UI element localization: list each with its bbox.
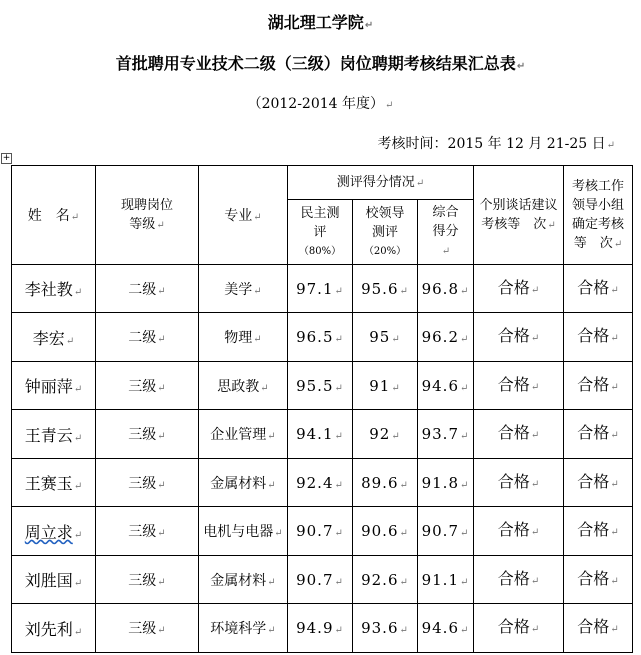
cell-committee: 合格↵: [564, 265, 633, 313]
cell-name: 李社教↵: [12, 265, 96, 313]
cell-democratic: 94.1↵: [288, 410, 353, 458]
cell-interview: 合格↵: [474, 555, 564, 603]
cell-name: 李宏↵: [12, 313, 96, 361]
cell-interview: 合格↵: [474, 458, 564, 506]
cell-grade: 二级↵: [96, 313, 199, 361]
exam-time: 考核时间：2015 年 12 月 21-25 日↵: [377, 136, 615, 152]
cell-committee: 合格↵: [564, 361, 633, 409]
cell-committee: 合格↵: [564, 604, 633, 653]
cell-interview: 合格↵: [474, 410, 564, 458]
cell-name: 刘先利↵: [12, 604, 96, 653]
cell-leader: 91↵: [353, 361, 418, 409]
cell-committee: 合格↵: [564, 507, 633, 555]
header-name: 姓 名↵: [12, 166, 96, 265]
header-grade: 现聘岗位等级↵: [96, 166, 199, 265]
cell-total: 96.2↵: [418, 313, 474, 361]
cell-democratic: 90.7↵: [288, 555, 353, 603]
document-title: 首批聘用专业技术二级（三级）岗位聘期考核结果汇总表↵: [115, 54, 526, 73]
table-row: [12, 555, 633, 603]
cell-leader: 93.6↵: [353, 604, 418, 653]
cell-committee: 合格↵: [564, 555, 633, 603]
cell-major: 思政教↵: [199, 361, 288, 409]
table-row: [12, 507, 633, 555]
cell-total: 94.6↵: [418, 604, 474, 653]
header-score-group: 测评得分情况↵: [288, 166, 474, 200]
cell-name: 钟丽萍↵: [12, 361, 96, 409]
cell-interview: 合格↵: [474, 604, 564, 653]
cell-interview: 合格↵: [474, 507, 564, 555]
cell-leader: 95↵: [353, 313, 418, 361]
table-row: [12, 313, 633, 361]
cell-name: 王青云↵: [12, 410, 96, 458]
cell-democratic: 97.1↵: [288, 265, 353, 313]
cell-leader: 92↵: [353, 410, 418, 458]
table-row: [12, 265, 633, 313]
cell-grade: 三级↵: [96, 555, 199, 603]
table-row: [12, 604, 633, 653]
header-democratic: 民主测评 （80%）: [288, 200, 353, 265]
cell-major: 企业管理↵: [199, 410, 288, 458]
cell-interview: 合格↵: [474, 361, 564, 409]
cell-grade: 三级↵: [96, 361, 199, 409]
institution-title: 湖北理工学院↵: [267, 13, 374, 32]
table-row: [12, 410, 633, 458]
cell-total: 96.8↵: [418, 265, 474, 313]
cell-leader: 89.6↵: [353, 458, 418, 506]
table-move-handle-icon[interactable]: +: [2, 153, 11, 163]
results-table: [11, 165, 633, 653]
table-row: [12, 361, 633, 409]
cell-democratic: 94.9↵: [288, 604, 353, 653]
header-interview: 个别谈话建议考核等 次↵: [474, 166, 564, 265]
cell-interview: 合格↵: [474, 265, 564, 313]
cell-name: 刘胜国↵: [12, 555, 96, 603]
header-major: 专业↵: [199, 166, 288, 265]
cell-grade: 三级↵: [96, 410, 199, 458]
cell-major: 金属材料↵: [199, 458, 288, 506]
cell-total: 90.7↵: [418, 507, 474, 555]
header-total: 综合得分↵: [418, 200, 474, 265]
cell-interview: 合格↵: [474, 313, 564, 361]
cell-total: 93.7↵: [418, 410, 474, 458]
cell-committee: 合格↵: [564, 313, 633, 361]
cell-democratic: 95.5↵: [288, 361, 353, 409]
cell-grade: 三级↵: [96, 507, 199, 555]
cell-committee: 合格↵: [564, 458, 633, 506]
cell-committee: 合格↵: [564, 410, 633, 458]
cell-grade: 三级↵: [96, 604, 199, 653]
period-subtitle: （2012-2014 年度）↵: [247, 96, 394, 112]
cell-grade: 三级↵: [96, 458, 199, 506]
cell-name: 周立求↵: [12, 507, 96, 555]
cell-total: 94.6↵: [418, 361, 474, 409]
cell-democratic: 92.4↵: [288, 458, 353, 506]
table-row: [12, 458, 633, 506]
cell-leader: 92.6↵: [353, 555, 418, 603]
cell-major: 美学↵: [199, 265, 288, 313]
cell-leader: 95.6↵: [353, 265, 418, 313]
cell-total: 91.8↵: [418, 458, 474, 506]
header-committee: 考核工作领导小组确定考核等 次↵: [564, 166, 633, 265]
cell-major: 环境科学↵: [199, 604, 288, 653]
cell-major: 电机与电器↵: [199, 507, 288, 555]
cell-leader: 90.6↵: [353, 507, 418, 555]
cell-name: 王赛玉↵: [12, 458, 96, 506]
header-leader: 校领导测评 （20%）: [353, 200, 418, 265]
cell-major: 物理↵: [199, 313, 288, 361]
cell-grade: 二级↵: [96, 265, 199, 313]
cell-major: 金属材料↵: [199, 555, 288, 603]
header-row: [12, 166, 633, 200]
cell-total: 91.1↵: [418, 555, 474, 603]
cell-democratic: 96.5↵: [288, 313, 353, 361]
cell-democratic: 90.7↵: [288, 507, 353, 555]
